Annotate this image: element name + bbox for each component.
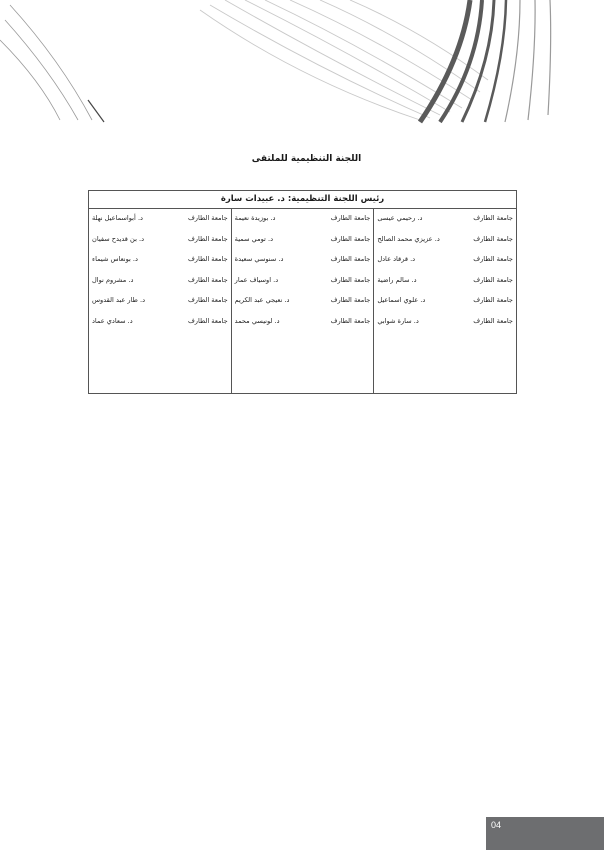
member-university: جامعة الطارف (473, 214, 513, 222)
member-row (89, 274, 231, 295)
member-row (374, 315, 516, 336)
member-row (89, 212, 231, 233)
member-university: جامعة الطارف (330, 234, 371, 243)
member-name: د. قرقاد عادل (377, 255, 416, 263)
member-name: د. مشروم نوال (91, 275, 134, 284)
member-row (89, 233, 231, 254)
header-arcs-decoration (0, 0, 613, 130)
member-name: د. بوزيدة نعيمة (234, 214, 276, 222)
member-university: جامعة الطارف (473, 255, 513, 263)
member-university: جامعة الطارف (330, 316, 371, 325)
member-university: جامعة الطارف (330, 275, 371, 284)
committee-table (88, 190, 517, 394)
page-number: 04 (491, 820, 502, 830)
member-university: جامعة الطارف (187, 214, 228, 222)
member-university: جامعة الطارف (330, 255, 371, 263)
members-columns (89, 208, 516, 393)
member-name: د. اوسياف عمار (234, 275, 279, 284)
member-university: جامعة الطارف (187, 234, 228, 243)
members-column-1 (374, 208, 516, 393)
committee-heading: اللجنة التنظيمية للملتقى (251, 154, 362, 164)
member-university: جامعة الطارف (330, 296, 371, 304)
committee-chair: رئيس اللجنة التنظيمية: د. عبيدات سارة (89, 191, 516, 209)
member-university: جامعة الطارف (473, 296, 513, 304)
member-name: د. عزيزي محمد الصالح (377, 234, 440, 243)
member-row (232, 315, 374, 336)
member-university: جامعة الطارف (473, 316, 513, 325)
member-row (89, 294, 231, 315)
member-name: د. بن قديدح سفيان (91, 234, 145, 243)
member-name: د. تومي سمية (234, 234, 274, 243)
member-row (232, 274, 374, 295)
member-row (232, 253, 374, 274)
member-row (232, 233, 374, 254)
member-row (89, 253, 231, 274)
member-university: جامعة الطارف (473, 234, 513, 243)
member-name: د. سعادي عماد (91, 316, 133, 325)
member-name: د. رحيمي عيسى (377, 214, 423, 222)
members-column-3 (89, 208, 232, 393)
member-name: د. علوي اسماعيل (377, 296, 426, 304)
member-name: د. لونيسي محمد (234, 316, 280, 325)
member-university: جامعة الطارف (187, 275, 228, 284)
member-name: د. سنوسي سعيدة (234, 255, 284, 263)
member-row (374, 294, 516, 315)
member-name: د. نعيجي عبد الكريم (234, 296, 290, 304)
member-university: جامعة الطارف (330, 214, 371, 222)
member-row (232, 294, 374, 315)
member-row (374, 253, 516, 274)
member-row (374, 233, 516, 254)
member-name: د. بونعاس شيماء (91, 255, 138, 263)
members-column-2 (232, 208, 375, 393)
member-name: د. طار عبد القدوس (91, 296, 146, 304)
member-row (374, 274, 516, 295)
page-number-box (486, 817, 604, 850)
member-name: د. سارة شوابي (377, 316, 419, 325)
member-row (374, 212, 516, 233)
member-row (89, 315, 231, 336)
member-name: د. سالم راضية (377, 275, 417, 284)
member-name: د. أبواسماعيل نهلة (91, 214, 143, 222)
member-university: جامعة الطارف (473, 275, 513, 284)
member-university: جامعة الطارف (187, 296, 228, 304)
member-university: جامعة الطارف (187, 255, 228, 263)
member-row (232, 212, 374, 233)
member-university: جامعة الطارف (187, 316, 228, 325)
